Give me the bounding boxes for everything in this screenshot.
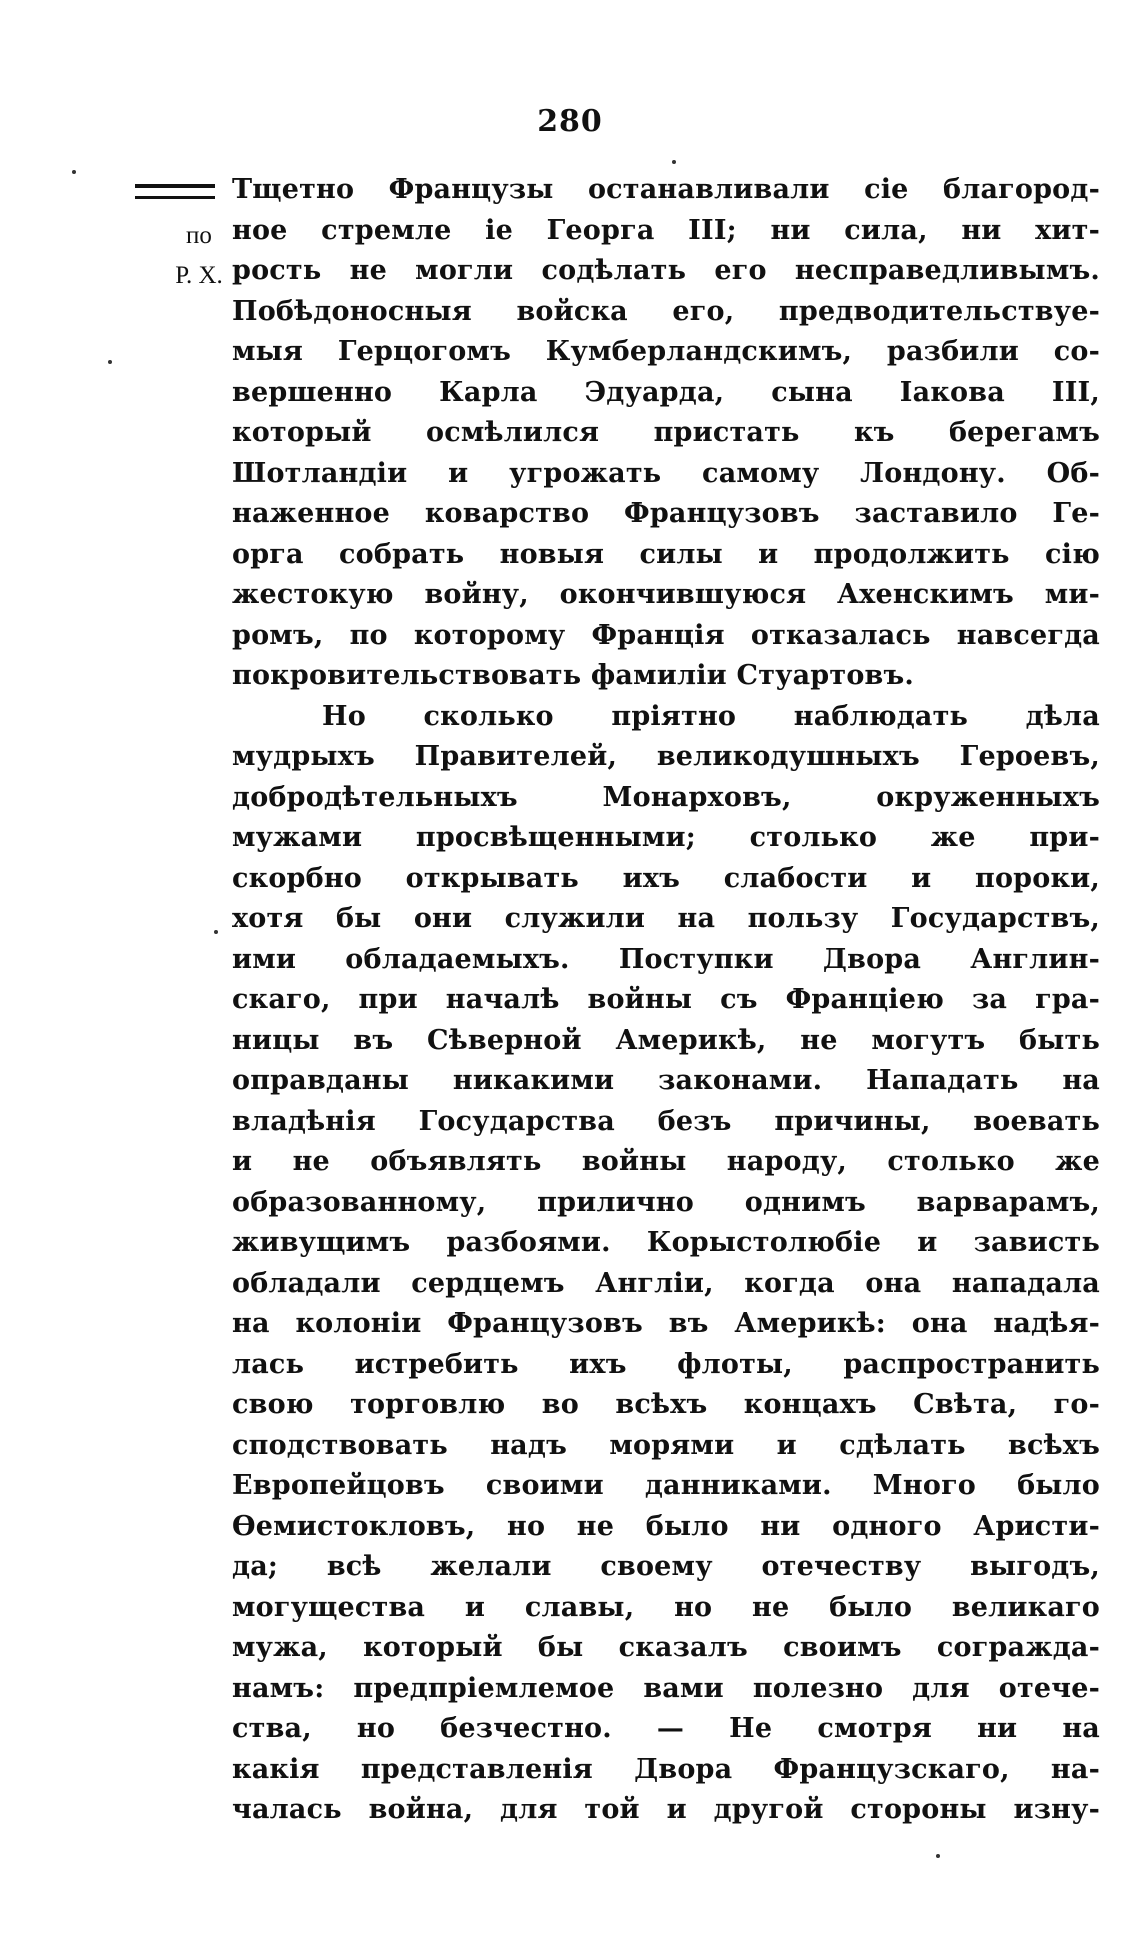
text-line: мужами просвѣщенными; столько же при- bbox=[232, 822, 1100, 853]
text-line: скорбно открывать ихъ слабости и пороки, bbox=[232, 862, 1100, 894]
text-line: свою торговлю во всѣхъ концахъ Свѣта, го- bbox=[232, 1389, 1100, 1420]
text-line: намъ: предпріемлемое вами полезно для отече- bbox=[232, 1672, 1100, 1704]
text-line: ства, но безчестно. — Не смотря ни на bbox=[232, 1713, 1100, 1744]
text-line: Побѣдоносныя войска его, предводительствуе- bbox=[232, 295, 1100, 327]
text-line: ромъ, по которому Франція отказалась навсегда bbox=[232, 619, 1100, 651]
text-line: жестокую войну, окончившуюся Ахенскимъ ми- bbox=[232, 579, 1100, 610]
text-line: мыя Герцогомъ Кумберландскимъ, разбили со- bbox=[232, 336, 1100, 367]
text-line: Но сколько пріятно наблюдать дѣла bbox=[322, 700, 1100, 732]
text-line: лась истребить ихъ флоты, распространить bbox=[232, 1348, 1100, 1380]
page-number: 280 bbox=[537, 104, 603, 139]
text-line: Ѳемистокловъ, но не было ни одного Аристи- bbox=[232, 1510, 1100, 1542]
body-text bbox=[232, 170, 1100, 1831]
margin-rule bbox=[135, 184, 215, 188]
print-speck bbox=[936, 1854, 940, 1858]
text-line: живущимъ разбоями. Корыстолюбіе и зависть bbox=[232, 1227, 1100, 1258]
margin-rule bbox=[135, 196, 215, 199]
text-line: сподствовать надъ морями и сдѣлать всѣхъ bbox=[232, 1429, 1100, 1461]
text-line: наженное коварство Французовъ заставило Ге- bbox=[232, 498, 1100, 529]
text-line: обладали сердцемъ Англіи, когда она нападала bbox=[232, 1267, 1100, 1299]
text-line: Европейцовъ своими данниками. Много было bbox=[232, 1470, 1100, 1501]
text-line: ное стремле іе Георга III; ни сила, ни хит- bbox=[232, 214, 1100, 246]
text-line: владѣнія Государства безъ причины, воевать bbox=[232, 1105, 1100, 1137]
text-line: рость не могли содѣлать его несправедливымъ. bbox=[232, 255, 1100, 286]
margin-note bbox=[160, 216, 238, 296]
text-line: какія представленія Двора Французскаго, на- bbox=[232, 1753, 1100, 1785]
text-line: скаго, при началѣ войны съ Франціею за гра- bbox=[232, 984, 1100, 1015]
text-line: орга собрать новыя силы и продолжить сію bbox=[232, 538, 1100, 570]
text-line: образованному, прилично однимъ варварамъ, bbox=[232, 1186, 1100, 1218]
print-speck bbox=[72, 170, 76, 174]
margin-note-line: Р. Х. bbox=[175, 262, 223, 289]
text-line: и не объявлять войны народу, столько же bbox=[232, 1146, 1100, 1177]
text-line: мудрыхъ Правителей, великодушныхъ Героевъ, bbox=[232, 741, 1100, 772]
print-speck bbox=[108, 360, 112, 364]
text-line: добродѣтельныхъ Монарховъ, окруженныхъ bbox=[232, 781, 1100, 813]
text-line: да; всѣ желали своему отечеству выгодъ, bbox=[232, 1551, 1100, 1582]
text-line: на колоніи Французовъ въ Америкѣ: она надѣя- bbox=[232, 1308, 1100, 1339]
text-line: чалась война, для той и другой стороны изну- bbox=[232, 1794, 1100, 1825]
text-line: хотя бы они служили на пользу Государствъ, bbox=[232, 903, 1100, 934]
text-line: вершенно Карла Эдуарда, сына Іакова III, bbox=[232, 376, 1100, 408]
text-line: Шотландіи и угрожать самому Лондону. Об- bbox=[232, 457, 1100, 489]
text-line: который осмѣлился пристать къ берегамъ bbox=[232, 417, 1100, 448]
print-speck bbox=[672, 160, 676, 164]
text-line: оправданы никакими законами. Нападать на bbox=[232, 1065, 1100, 1096]
text-line: мужа, который бы сказалъ своимъ сограждa- bbox=[232, 1632, 1100, 1663]
text-line: ницы въ Сѣверной Америкѣ, не могутъ быть bbox=[232, 1024, 1100, 1056]
text-line: могущества и славы, но не было великаго bbox=[232, 1591, 1100, 1623]
text-line: Тщетно Французы останавливали сіе благород- bbox=[232, 174, 1100, 205]
text-line: покровительствовать фамиліи Стуартовъ. bbox=[232, 660, 914, 691]
margin-note-line: по bbox=[186, 222, 212, 249]
text-line: ими обладаемыхъ. Поступки Двора Англин- bbox=[232, 943, 1100, 975]
print-speck bbox=[214, 930, 218, 934]
